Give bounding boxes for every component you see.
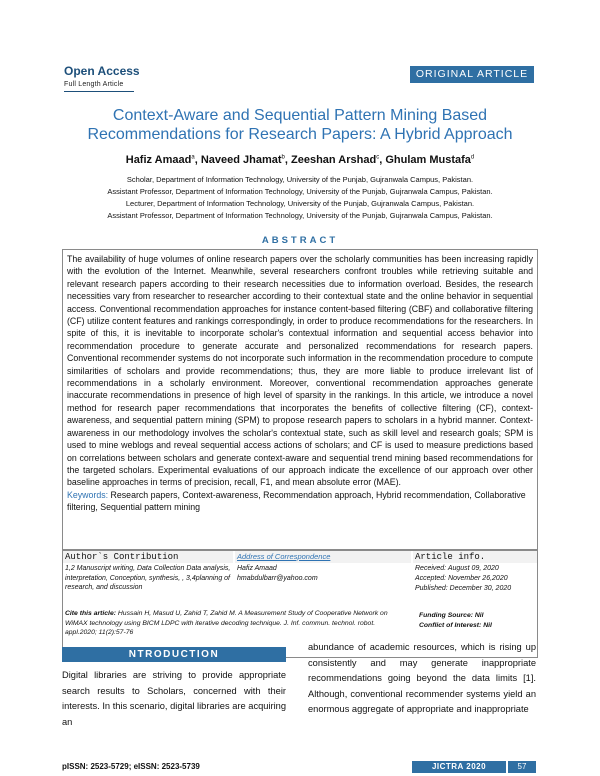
body-right-column: abundance of academic resources, which is rising up consistently and may generate inappropriate recommendations going beyond the data limits [1]. Although, conventional recommender systems yield an enormous aggregate of appropriate and inappropriate — [308, 642, 536, 714]
author-mark: d — [470, 154, 475, 161]
author-list: Hafiz Amaad$^a$, Naveed Jhamat$^b$, Zeeshan Arshad$^c$, Ghulam Mustafa$^d$ — [125, 154, 475, 166]
journal-footer-badge: JICTRA 2020 — [412, 761, 506, 773]
funding-source: Funding Source: Nil — [419, 612, 484, 619]
citation — [65, 609, 399, 638]
body-left-column: Digital libraries are striving to provide appropriate search results to Scholars, concerned with their interests. In this scenario, digital libraries are acquiring an — [62, 670, 286, 727]
correspondence-name: Hafiz Amaad — [237, 565, 277, 572]
contribution-text: 1,2 Manuscript writing, Data Collection Data analysis, interpretation, Conception, synthesis, , 3,4planning of research, and discussion — [65, 565, 231, 591]
published-date: Published: December 30, 2020 — [415, 585, 512, 592]
author-name: Ghulam Mustafa — [385, 154, 471, 166]
paper-title: Context-Aware and Sequential Pattern Mining Based Recommendations for Research Papers: A Hybrid Approach — [87, 107, 513, 143]
abstract-text: The availability of huge volumes of online research papers over the scholarly communities has been increasing rapidly with the evolution of the Internet. Meanwhile, several researchers confront troubles while retrieving suitable and relevant research papers according to their research necessities due to information overload. Besides, the research necessities vary from researcher to researcher according to their contextual state and the online behavior in sequential access. Conventional recommendation approaches for instance content-based filtering (CBF) and collaborative filtering (CF) utilize content features and rankings correspondingly, in order to produce recommendations for the researchers. In spite of this, it is inevitable to incorporate scholar's contextual information and sequential access behavior into recommendation procedure to generate accurate and personalized recommendations for research papers. Conventional recommender systems do not incorporate such information in the recommendation procedure to compute similarities of scholars and provide recommendations; thus, they are more liable to produce irrelevant list of recommendations in a scholarly environment. Moreover, conventional recommendation approaches generate inaccurate recommendations in presence of high level of sparsity in the rankings. In this article, we introduce a novel method for research paper recommendations that incorporates the benefits of collective filtering (CF), context-awareness, and sequential pattern mining (SPM) to propose research papers to scholars in a hybrid manner. Context-awareness in our methodology involves the scholar's contextual state, such as skill level and research goals; SPM is used to mine weblogs and reveal sequential access actions of scholars; and CF is used to measure predictions based on correlations between scholars and generate context-aware and sequential trend mining based recommendations for the targeted scholars. Experimental evaluations of our approach indicate the excellence of our approach over other baseline approaches in terms of precision, recall, F1, and mean absolute error (MAE). — [67, 254, 533, 488]
introduction-heading: NTRODUCTION — [62, 647, 286, 662]
author-name: Zeeshan Arshad — [291, 154, 377, 166]
abstract-box — [62, 249, 538, 550]
affiliation: Assistant Professor, Department of Information Technology, University of the Punjab, Gujranwala Campus, Pakistan. — [107, 211, 493, 220]
author-name: Naveed Jhamat — [200, 154, 282, 166]
keywords-text: Research papers, Context-awareness, Recommendation approach, Hybrid recommendation, Collaborative filtering, Sequential pattern mining — [67, 489, 526, 512]
brand-title: Open Access — [64, 64, 140, 78]
contribution-heading: Author`s Contribution — [63, 551, 233, 563]
brand-subtitle: Full Length Article — [64, 81, 124, 88]
page-number: 57 — [508, 761, 536, 773]
brand-underline — [64, 91, 134, 92]
accepted-date: Accepted: November 26,2020 — [415, 575, 508, 582]
conflict-of-interest: Conflict of Interest: Nil — [419, 622, 492, 629]
article-info-heading: Article info. — [413, 551, 537, 563]
keywords — [67, 489, 533, 513]
received-date: Received: August 09, 2020 — [415, 565, 499, 572]
affiliation: Lecturer, Department of Information Technology, University of the Punjab, Gujranwala Campus, Pakistan. — [125, 199, 475, 208]
issn-footer: pISSN: 2523-5729; eISSN: 2523-5739 — [62, 762, 200, 771]
abstract-heading: ABSTRACT — [261, 235, 339, 246]
article-type-badge: ORIGINAL ARTICLE — [410, 66, 534, 83]
correspondence-link[interactable]: Address of Correspondence — [237, 552, 331, 561]
cite-label: Cite this article: — [65, 610, 116, 617]
funding-block — [419, 611, 537, 631]
cite-text: Hussain H, Masud U, Zahid T, Zahid M. A Measurement Study of Cooperative Network on WiMAX technology using BICM LDPC with iterative decoding technique. J. Inf. commun. technol. robot. appl.2020; 11(2):57-76 — [65, 610, 388, 636]
keywords-label: Keywords: — [67, 489, 109, 500]
author-mark: a — [191, 154, 195, 161]
affiliation: Scholar, Department of Information Technology, University of the Punjab, Gujranwala Campus, Pakistan. — [126, 175, 474, 184]
affiliation: Assistant Professor, Department of Information Technology, University of the Punjab, Gujranwala Campus, Pakistan. — [107, 187, 493, 196]
correspondence-email[interactable]: hmabdulbarr@yahoo.com — [237, 575, 318, 582]
correspondence-heading — [235, 551, 411, 563]
author-mark: c — [376, 154, 380, 161]
author-name: Hafiz Amaad — [125, 154, 192, 166]
journal-brand — [64, 64, 140, 78]
author-mark: b — [281, 154, 285, 161]
